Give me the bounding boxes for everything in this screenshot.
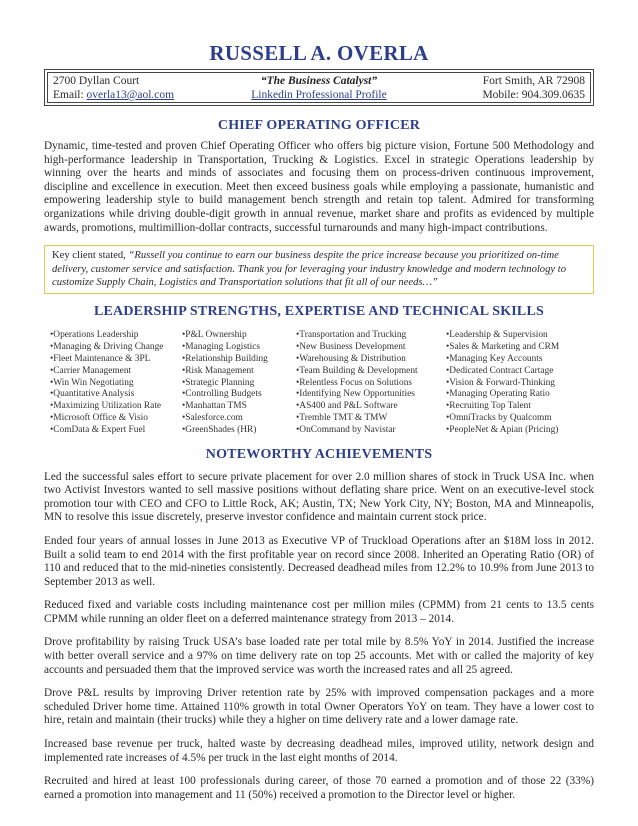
skill-item: • Leadership & Supervision <box>446 330 594 342</box>
skill-item: • Vision & Forward-Thinking <box>446 378 594 390</box>
skill-item: • Relationship Building <box>182 354 296 366</box>
contact-box <box>44 69 594 106</box>
street-address: 2700 Dyllan Court <box>53 75 140 87</box>
skill-item: • AS400 and P&L Software <box>296 401 446 413</box>
skill-item: • Manhattan TMS <box>182 401 296 413</box>
skill-item: • Tremble TMT & TMW <box>296 413 446 425</box>
achievement-item: Reduced fixed and variable costs including maintenance cost per million miles (CPMM) from 21 cents to 13.5 cents CPMM while running an older fleet on a deferred maintenance strategy from 2013 – 2014. <box>44 599 594 625</box>
skill-item: • GreenShades (HR) <box>182 425 296 437</box>
skill-item: • Risk Management <box>182 366 296 378</box>
skill-item: • Transportation and Trucking <box>296 330 446 342</box>
skill-item: • Controlling Budgets <box>182 389 296 401</box>
client-quote: “Russell you continue to earn our business despite the price increase because you prioritized on-time delivery, customer service and satisfaction. Thank you for leveraging your industry knowledge and modern technology to customize Supply Chain, Logistics and Transportation solutions that fit all of our needs…” <box>52 250 566 288</box>
skill-item: • Maximizing Utilization Rate <box>50 401 182 413</box>
email-label: Email: <box>53 89 84 101</box>
summary-heading: CHIEF OPERATING OFFICER <box>217 118 421 133</box>
skills-column-2 <box>182 330 296 436</box>
skill-item: • Recruiting Top Talent <box>446 401 594 413</box>
mobile-number: Mobile: 904.309.0635 <box>482 89 585 101</box>
skill-item: • Carrier Management <box>50 366 182 378</box>
email-link[interactable]: overla13@aol.com <box>86 89 175 101</box>
skill-item: • Win Win Negotiating <box>50 378 182 390</box>
skill-item: • Operations Leadership <box>50 330 182 342</box>
achievement-item: Drove P&L results by improving Driver retention rate by 25% with improved compensation packages and a more scheduled Driver home time. Attained 110% growth in total Owner Operators YoY on team. They have a lower cost to hire, retain and maintain (their trucks) while they a higher on time delivery rate and a lower damage rate. <box>44 687 594 727</box>
skill-item: • Managing Operating Ratio <box>446 389 594 401</box>
skills-heading: LEADERSHIP STRENGTHS, EXPERTISE AND TECHNICAL SKILLS <box>93 304 544 320</box>
achievement-item: Recruited and hired at least 100 professionals during career, of those 70 earned a promotion and of those 22 (33%) earned a promotion into management and 11 (50%) received a promotion to the Director level or higher. <box>44 775 594 801</box>
skill-item: • OmniTracks by Qualcomm <box>446 413 594 425</box>
contact-center <box>230 74 407 102</box>
skills-column-1 <box>50 330 182 436</box>
skill-item: • Strategic Planning <box>182 378 296 390</box>
linkedin-link[interactable]: Linkedin Professional Profile <box>251 89 387 101</box>
skill-item: • Warehousing & Distribution <box>296 354 446 366</box>
skill-item: • Relentless Focus on Solutions <box>296 378 446 390</box>
skill-item: • Fleet Maintenance & 3PL <box>50 354 182 366</box>
contact-right <box>408 74 585 102</box>
achievement-item: Drove profitability by raising Truck USA’s base loaded rate per total mile by 8.5% YoY in 2014. Justified the increase with better overall service and a 97% on time delivery rate on top 25 accounts. Met with or called the majority of key accounts and persuaded them that the improved service was worth the increased rates and all 25 agreed. <box>44 636 594 676</box>
achievement-item: Increased base revenue per truck, halted waste by decreasing deadhead miles, improved utility, network design and implemented rate increases of 4.5% per truck in the last eight months of 2014. <box>44 738 594 764</box>
achievement-item: Ended four years of annual losses in June 2013 as Executive VP of Truckload Operations after an $18M loss in 2012. Built a solid team to end 2014 with the first profitable year on record since 2008. Inherited an Operating Ratio (OR) of 110 and reduced that to the mid-nineties consistently. Decreased deadhead miles from 12.2% to 10.9% from June 2013 to September 2013 as well. <box>44 534 594 588</box>
email-line <box>53 88 230 102</box>
skill-item: • Identifying New Opportunities <box>296 389 446 401</box>
contact-left <box>53 74 230 102</box>
skills-grid <box>44 330 594 436</box>
skill-item: • Salesforce.com <box>182 413 296 425</box>
achievements-list <box>44 471 594 803</box>
achievements-heading: NOTEWORTHY ACHIEVEMENTS <box>205 446 433 462</box>
skill-item: • P&L Ownership <box>182 330 296 342</box>
skill-item: • Managing Logistics <box>182 342 296 354</box>
skills-column-4 <box>446 330 594 436</box>
skill-item: • Sales & Marketing and CRM <box>446 342 594 354</box>
skill-item: • Quantitative Analysis <box>50 389 182 401</box>
skill-item: • PeopleNet & Apian (Pricing) <box>446 425 594 437</box>
skill-item: • Team Building & Development <box>296 366 446 378</box>
skill-item: • Microsoft Office & Visio <box>50 413 182 425</box>
skills-column-3 <box>296 330 446 436</box>
skill-item: • ComData & Expert Fuel <box>50 425 182 437</box>
city-state-zip: Fort Smith, AR 72908 <box>482 75 585 87</box>
tagline: “The Business Catalyst” <box>260 75 378 87</box>
skill-item: • Managing & Driving Change <box>50 342 182 354</box>
skill-item: • Dedicated Contract Cartage <box>446 366 594 378</box>
client-quote-box <box>44 245 594 294</box>
quote-intro: Key client stated, <box>52 250 129 262</box>
achievement-item: Led the successful sales effort to secure private placement for over 2.0 million shares of stock in Truck USA Inc. when two Activist Investors wanted to sell massive positions without deflating share price. Went on an executive-level stock promotion tour with CEO and CFO to Little Rock, AK; Austin, TX; New York City, NY; Boston, MA and Minneapolis, MN to resolve this issue discretely, preserve investor confidence and maintain current stock price. <box>44 470 594 524</box>
candidate-name: RUSSELL A. OVERLA <box>209 41 429 65</box>
skill-item: • Managing Key Accounts <box>446 354 594 366</box>
skill-item: • OnCommand by Navistar <box>296 425 446 437</box>
skill-item: • New Business Development <box>296 342 446 354</box>
summary-paragraph: Dynamic, time-tested and proven Chief Operating Officer who offers big picture vision, Fortune 500 Methodology and high-performance leadership in Transportation, Trucking & Logistics. Excel in strategic Operations leadership by winning over the hearts and minds of associates and focusing them on process-driven continuous improvement, discipline and excellence in execution. Meet then exceed business goals while employing a passionate, humanistic and empowering leadership style to build management bench strength and retain top talent. Admired for transforming organizations while driving double-digit growth in annual revenue, market share and profits as evidenced by multiple awards, promotions, multimillion-dollar contracts, successful turnarounds and many high-impact contributions. <box>44 140 594 234</box>
